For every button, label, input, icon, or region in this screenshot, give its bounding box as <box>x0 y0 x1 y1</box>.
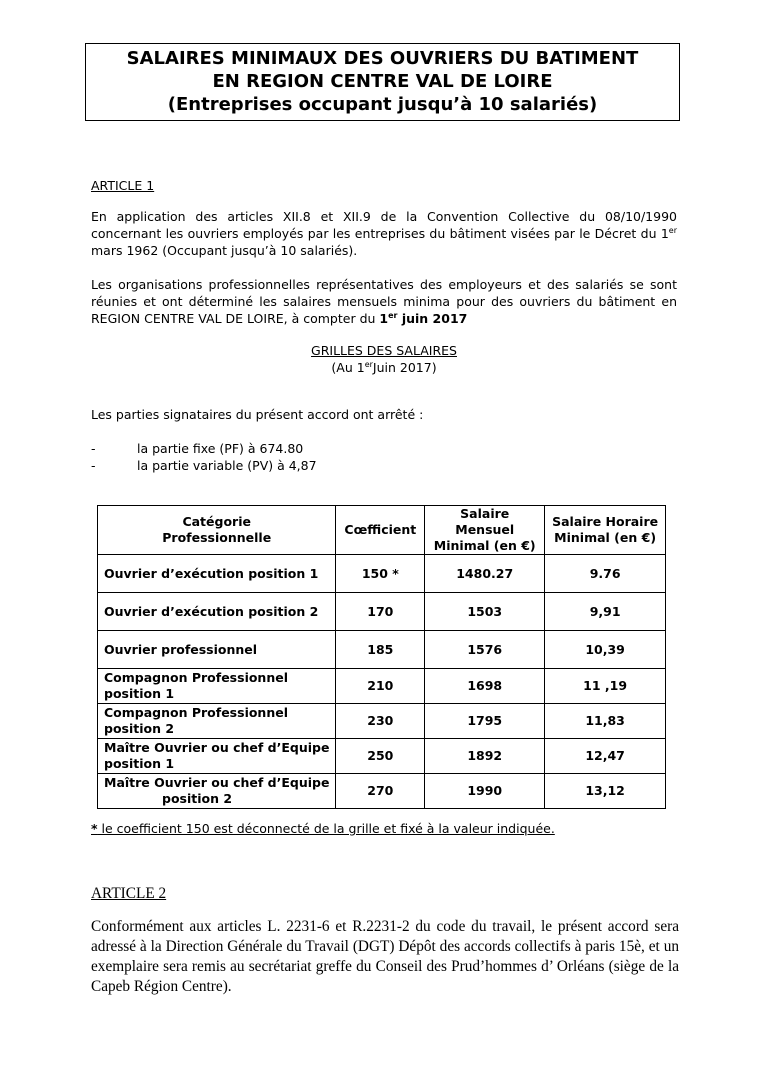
title-line-1: SALAIRES MINIMAUX DES OUVRIERS DU BATIMENT <box>126 48 639 69</box>
article-1-p1-sup: er <box>668 225 677 235</box>
grilles-subtitle-sup: er <box>364 359 373 369</box>
document-title-box <box>85 43 680 121</box>
row-coefficient: 210 <box>336 669 425 704</box>
signataires-item-text: la partie fixe (PF) à 674.80 <box>137 441 304 456</box>
header-horaire-line1: Salaire Horaire <box>552 514 659 529</box>
signataires-item-2 <box>91 457 317 474</box>
header-mensuel-line1: Salaire Mensuel <box>455 506 515 537</box>
list-dash: - <box>91 458 96 473</box>
effective-date-month: juin 2017 <box>397 311 468 326</box>
grilles-subtitle-a: (Au 1 <box>331 360 365 375</box>
signataires-item-1 <box>91 440 303 457</box>
row-salaire-horaire: 10,39 <box>545 631 666 669</box>
row-categorie-line2: position 1 <box>104 686 175 701</box>
row-salaire-horaire: 9.76 <box>545 555 666 593</box>
row-salaire-mensuel: 1576 <box>425 631 545 669</box>
article-1-p1-text-b: mars 1962 (Occupant jusqu’à 10 salariés). <box>91 243 358 258</box>
effective-date <box>379 311 467 326</box>
article-2-heading: ARTICLE 2 <box>91 885 167 902</box>
row-salaire-horaire: 12,47 <box>545 739 666 774</box>
footnote-text: le coefficient 150 est déconnecté de la grille et fixé à la valeur indiquée. <box>97 821 555 836</box>
header-horaire-line2: Minimal (en €) <box>554 530 657 545</box>
row-categorie <box>98 669 336 704</box>
row-salaire-mensuel: 1892 <box>425 739 545 774</box>
row-categorie <box>98 774 336 809</box>
row-coefficient: 185 <box>336 631 425 669</box>
salary-table <box>97 505 666 809</box>
table-row <box>98 704 666 739</box>
header-categorie <box>98 506 336 555</box>
row-salaire-horaire: 11 ,19 <box>545 669 666 704</box>
row-categorie-line2: position 1 <box>104 756 175 771</box>
table-row <box>98 555 666 593</box>
grilles-title: GRILLES DES SALAIRES <box>311 343 457 358</box>
row-salaire-mensuel: 1503 <box>425 593 545 631</box>
header-categorie-line2: Professionnelle <box>162 530 272 545</box>
row-categorie-line2: position 2 <box>162 791 233 806</box>
header-coefficient: Cœfficient <box>336 506 425 555</box>
row-categorie-line1: Compagnon Professionnel <box>104 705 288 720</box>
row-categorie-line1: Maître Ouvrier ou chef d’Equipe <box>104 740 330 755</box>
header-categorie-line1: Catégorie <box>182 514 251 529</box>
row-salaire-horaire: 11,83 <box>545 704 666 739</box>
row-salaire-mensuel: 1480.27 <box>425 555 545 593</box>
row-salaire-mensuel: 1795 <box>425 704 545 739</box>
grilles-subtitle-b: Juin 2017) <box>372 360 437 375</box>
effective-date-sup: er <box>388 310 398 320</box>
table-row <box>98 739 666 774</box>
table-footnote <box>91 820 555 837</box>
row-categorie: Ouvrier d’exécution position 1 <box>98 555 336 593</box>
table-header-row <box>98 506 666 555</box>
row-salaire-mensuel: 1990 <box>425 774 545 809</box>
row-categorie-line1: Maître Ouvrier ou chef d’Equipe <box>104 775 330 790</box>
table-row <box>98 631 666 669</box>
list-dash: - <box>91 441 96 456</box>
title-line-2: EN REGION CENTRE VAL DE LOIRE <box>212 71 553 92</box>
row-categorie <box>98 739 336 774</box>
row-coefficient: 250 <box>336 739 425 774</box>
footnote-star: * <box>91 821 98 836</box>
row-coefficient: 270 <box>336 774 425 809</box>
article-1-p1-text-a: En application des articles XII.8 et XII.9 de la Convention Collective du 08/10/1990 concernant les ouvriers employés par les entreprises du bâtiment visées par le Décret du 1 <box>91 209 677 241</box>
header-mensuel-line2: Minimal (en €) <box>433 538 536 553</box>
title-line-3: (Entreprises occupant jusqu’à 10 salariés) <box>167 94 598 115</box>
signataires-item-text: la partie variable (PV) à 4,87 <box>137 458 317 473</box>
effective-date-day: 1 <box>379 311 389 326</box>
header-salaire-mensuel <box>425 506 545 555</box>
row-salaire-mensuel: 1698 <box>425 669 545 704</box>
row-salaire-horaire: 9,91 <box>545 593 666 631</box>
article-1-paragraph-1 <box>91 208 677 259</box>
article-1-paragraph-2 <box>91 276 677 327</box>
row-coefficient: 150 * <box>336 555 425 593</box>
row-categorie <box>98 704 336 739</box>
article-1-p2-text: Les organisations professionnelles représentatives des employeurs et des salariés se sont réunies et ont déterminé les salaires mensuels minima pour des ouvriers du bâtiment en REGION CENTRE VAL DE LOIRE, à compter du <box>91 277 677 326</box>
table-row <box>98 593 666 631</box>
table-row <box>98 774 666 809</box>
row-categorie-line1: Compagnon Professionnel <box>104 670 288 685</box>
row-categorie: Ouvrier professionnel <box>98 631 336 669</box>
header-salaire-horaire <box>545 506 666 555</box>
signataires-intro: Les parties signataires du présent accord ont arrêté : <box>91 407 424 422</box>
row-salaire-horaire: 13,12 <box>545 774 666 809</box>
row-coefficient: 170 <box>336 593 425 631</box>
grilles-subtitle <box>91 359 677 376</box>
article-1-heading: ARTICLE 1 <box>91 178 155 193</box>
table-row <box>98 669 666 704</box>
row-categorie: Ouvrier d’exécution position 2 <box>98 593 336 631</box>
row-categorie-line2: position 2 <box>104 721 175 736</box>
grilles-title-block <box>91 342 677 376</box>
article-2-paragraph: Conformément aux articles L. 2231-6 et R.2231-2 du code du travail, le présent accord sera adressé à la Direction Générale du Travail (DGT) Dépôt des accords collectifs à paris 15è, et un exemplaire sera remis au secrétariat greffe du Conseil des Prud’hommes d’ Orléans (siège de la Capeb Région Centre). <box>91 918 679 995</box>
row-coefficient: 230 <box>336 704 425 739</box>
